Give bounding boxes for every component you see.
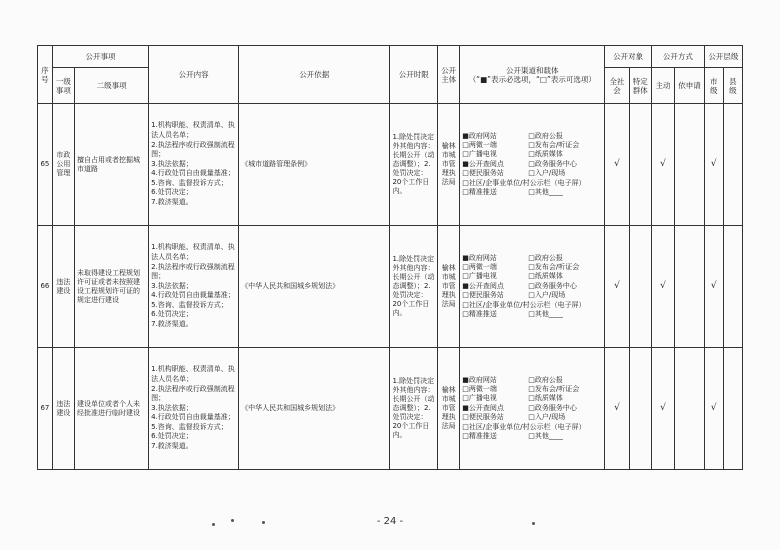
content-line: 3.执法依据；	[151, 159, 193, 168]
cell-method-apply	[675, 348, 705, 470]
cell-layer-county	[723, 348, 742, 470]
channel-checkbox-icon: □	[528, 131, 535, 140]
channel-option	[528, 385, 602, 394]
channel-option	[528, 141, 602, 150]
channel-option	[528, 254, 602, 263]
channel-checkbox-icon: □	[528, 413, 535, 422]
channel-checkbox-icon: □	[462, 169, 469, 178]
content-line: 4.行政处罚自由裁量基准；	[151, 413, 235, 422]
channel-checkbox-icon: □	[462, 140, 469, 149]
channel-checkbox-icon: □	[528, 384, 535, 393]
channel-checkbox-icon: □	[528, 140, 535, 149]
cell-level1: 市政公用管理	[52, 104, 74, 226]
cell-basis: 《中华人民共和国城乡规划法》	[239, 348, 390, 470]
cell-method-active: √	[651, 104, 674, 226]
channel-option	[462, 310, 526, 319]
channel-checkbox-icon: ■	[462, 403, 469, 412]
cell-target-all: √	[605, 104, 629, 226]
channel-label: 政府公报	[534, 131, 563, 140]
channel-option-long: □社区/企事业单位/村公示栏（电子屏）	[462, 422, 586, 431]
channel-option	[462, 291, 526, 300]
cell-subject: 榆林市城市管理执法局	[438, 226, 460, 348]
channel-label: 其他____	[534, 310, 563, 319]
channel-option	[528, 432, 602, 441]
channel-label: 两微一端	[468, 140, 497, 149]
channel-option	[528, 291, 602, 300]
cell-content	[149, 348, 239, 470]
cell-period: 1.除处罚决定外其他内容：长期公开（动态调整）；2.处罚决定：20个工作日内。	[390, 348, 438, 470]
channel-checkbox-icon: □	[462, 272, 469, 281]
channel-option	[462, 394, 526, 403]
cell-target-group	[629, 226, 651, 348]
scan-speck	[212, 523, 215, 526]
cell-layer-city: √	[704, 348, 723, 470]
channel-label: 其他____	[534, 188, 563, 197]
channel-option	[528, 150, 602, 159]
cell-subject: 榆林市城市管理执法局	[438, 348, 460, 470]
channel-checkbox-icon: □	[528, 291, 535, 300]
content-line: 6.处罚决定；	[151, 432, 193, 441]
channel-checkbox-icon: ■	[462, 253, 469, 262]
channel-checkbox-icon: □	[462, 262, 469, 271]
channel-checkbox-icon: ■	[462, 131, 469, 140]
channel-option	[462, 432, 526, 441]
channel-option	[462, 376, 526, 385]
content-line: 6.处罚决定；	[151, 310, 193, 319]
content-line: 3.执法依据；	[151, 281, 193, 290]
table-row	[38, 226, 743, 348]
content-line: 4.行政处罚自由裁量基准；	[151, 169, 235, 178]
channel-option	[528, 413, 602, 422]
content-line: 1.机构职能、权责清单、执法人员名单；	[151, 121, 235, 139]
channel-label: 入户/现场	[534, 169, 566, 178]
header-seq: 序号	[38, 46, 53, 104]
channel-label: 政府网站	[468, 131, 497, 140]
channel-checkbox-icon: □	[462, 384, 469, 393]
channel-label: 便民服务站	[468, 413, 504, 422]
channel-option	[528, 282, 602, 291]
cell-layer-city: √	[704, 104, 723, 226]
channel-label: 入户/现场	[534, 291, 566, 300]
scan-speck	[231, 519, 234, 522]
header-method-active: 主动	[651, 68, 674, 104]
channel-checkbox-icon: □	[462, 394, 469, 403]
channel-option	[528, 376, 602, 385]
channel-label: 广播电视	[468, 272, 497, 281]
channel-checkbox-icon: □	[528, 188, 535, 197]
channel-label: 精准推送	[468, 432, 497, 441]
cell-method-active: √	[651, 226, 674, 348]
channel-label: 纸质媒体	[534, 394, 563, 403]
channel-label: 政府公报	[534, 253, 563, 262]
channel-option	[462, 150, 526, 159]
header-target-group: 特定群体	[629, 68, 651, 104]
channel-label: 广播电视	[468, 394, 497, 403]
channel-checkbox-icon: □	[528, 375, 535, 384]
cell-method-apply	[675, 104, 705, 226]
content-line: 5.咨询、监督投诉方式；	[151, 300, 228, 309]
channel-label: 公开查阅点	[468, 403, 504, 412]
channel-label: 精准推送	[468, 310, 497, 319]
cell-level1: 违法建设	[52, 348, 74, 470]
cell-subject: 榆林市城市管理执法局	[438, 104, 460, 226]
content-line: 5.咨询、监督投诉方式；	[151, 178, 228, 187]
channel-checkbox-icon: ■	[462, 281, 469, 290]
channel-label: 便民服务站	[468, 291, 504, 300]
channel-option	[528, 394, 602, 403]
header-layer-county: 县级	[723, 68, 742, 104]
channel-option	[528, 188, 602, 197]
channel-option	[528, 132, 602, 141]
table-row	[38, 104, 743, 226]
content-line: 3.执法依据；	[151, 403, 193, 412]
header-target: 公开对象	[605, 46, 652, 68]
channel-label: 公开查阅点	[468, 159, 504, 168]
channel-option	[462, 263, 526, 272]
channel-checkbox-icon: □	[528, 262, 535, 271]
channel-option	[462, 404, 526, 413]
channel-label: 其他____	[534, 432, 563, 441]
channel-checkbox-icon: ■	[462, 375, 469, 384]
channel-grid	[462, 254, 602, 320]
header-layer-city: 市级	[704, 68, 723, 104]
content-line: 7.救济渠道。	[151, 320, 193, 329]
content-line: 1.机构职能、权责清单、执法人员名单；	[151, 365, 235, 383]
page-number: - 24 -	[376, 516, 404, 527]
cell-target-group	[629, 104, 651, 226]
channel-option	[462, 282, 526, 291]
channel-label: 广播电视	[468, 150, 497, 159]
channel-option	[528, 263, 602, 272]
channel-option-long: □社区/企事业单位/村公示栏（电子屏）	[462, 178, 586, 187]
header-channel	[460, 46, 605, 104]
channel-option	[528, 404, 602, 413]
channel-grid	[462, 132, 602, 198]
content-line: 7.救济渠道。	[151, 198, 193, 207]
header-content: 公开内容	[149, 46, 239, 104]
cell-basis: 《城市道路管理条例》	[239, 104, 390, 226]
cell-channels	[460, 348, 605, 470]
cell-channels	[460, 104, 605, 226]
channel-checkbox-icon: □	[462, 413, 469, 422]
content-line: 5.咨询、监督投诉方式；	[151, 422, 228, 431]
channel-checkbox-icon: □	[528, 150, 535, 159]
channel-option-long: □社区/企事业单位/村公示栏（电子屏）	[462, 300, 586, 309]
channel-checkbox-icon: □	[528, 253, 535, 262]
channel-checkbox-icon: □	[462, 150, 469, 159]
cell-seq: 67	[38, 348, 53, 470]
header-target-all: 全社会	[605, 68, 629, 104]
channel-label: 政府网站	[468, 253, 497, 262]
channel-option	[528, 160, 602, 169]
channel-label: 入户/现场	[534, 413, 566, 422]
cell-seq: 65	[38, 104, 53, 226]
channel-checkbox-icon: □	[528, 169, 535, 178]
header-method: 公开方式	[651, 46, 704, 68]
cell-target-group	[629, 348, 651, 470]
cell-method-apply	[675, 226, 705, 348]
header-channel-title: 公开渠道和载体	[506, 65, 559, 75]
channel-option	[462, 141, 526, 150]
scan-speck	[532, 522, 535, 525]
channel-checkbox-icon: □	[528, 281, 535, 290]
channel-option	[528, 272, 602, 281]
header-level2: 二级事项	[75, 68, 149, 104]
cell-basis: 《中华人民共和国城乡规划法》	[239, 226, 390, 348]
channel-checkbox-icon: □	[528, 403, 535, 412]
channel-option	[462, 272, 526, 281]
cell-channels	[460, 226, 605, 348]
cell-level2: 擅自占用或者挖掘城市道路	[75, 104, 149, 226]
channel-option	[462, 169, 526, 178]
channel-checkbox-icon: □	[462, 432, 469, 441]
channel-option	[462, 160, 526, 169]
cell-content	[149, 104, 239, 226]
channel-label: 政务服务中心	[534, 281, 577, 290]
channel-grid	[462, 376, 602, 442]
channel-option	[462, 385, 526, 394]
header-channel-note: （“■”表示必选项，“□”表示可选项）	[468, 74, 596, 84]
content-line: 2.执法程序或行政强制流程图；	[151, 262, 235, 281]
channel-label: 政务服务中心	[534, 159, 577, 168]
content-line: 1.机构职能、权责清单、执法人员名单；	[151, 243, 235, 261]
channel-checkbox-icon: □	[462, 291, 469, 300]
cell-seq: 66	[38, 226, 53, 348]
channel-label: 发布会/听证会	[534, 140, 580, 149]
cell-layer-city: √	[704, 226, 723, 348]
channel-checkbox-icon: ■	[462, 159, 469, 168]
cell-layer-county	[723, 226, 742, 348]
channel-checkbox-icon: □	[528, 272, 535, 281]
cell-level2: 建设单位或者个人未经批准进行临时建设	[75, 348, 149, 470]
channel-label: 两微一端	[468, 262, 497, 271]
channel-label: 两微一端	[468, 384, 497, 393]
channel-label: 纸质媒体	[534, 272, 563, 281]
cell-layer-county	[723, 104, 742, 226]
header-layer: 公开层级	[704, 46, 742, 68]
channel-option	[462, 132, 526, 141]
scan-speck	[262, 521, 265, 524]
channel-checkbox-icon: □	[462, 188, 469, 197]
channel-option	[462, 188, 526, 197]
channel-option	[462, 254, 526, 263]
channel-label: 政府公报	[534, 375, 563, 384]
cell-target-all: √	[605, 348, 629, 470]
content-line: 4.行政处罚自由裁量基准；	[151, 291, 235, 300]
cell-method-active: √	[651, 348, 674, 470]
cell-period: 1.除处罚决定外其他内容：长期公开（动态调整）；2.处罚决定：20个工作日内。	[390, 226, 438, 348]
channel-label: 发布会/听证会	[534, 262, 580, 271]
channel-label: 便民服务站	[468, 169, 504, 178]
header-method-apply: 依申请	[675, 68, 705, 104]
channel-checkbox-icon: □	[462, 310, 469, 319]
channel-label: 发布会/听证会	[534, 384, 580, 393]
header-level1: 一级事项	[52, 68, 74, 104]
channel-option	[528, 169, 602, 178]
channel-label: 精准推送	[468, 188, 497, 197]
channel-option	[462, 413, 526, 422]
channel-label: 公开查阅点	[468, 281, 504, 290]
channel-label: 纸质媒体	[534, 150, 563, 159]
cell-level2: 未取得建设工程规划许可证或者未按照建设工程规划许可证的规定进行建设	[75, 226, 149, 348]
channel-label: 政务服务中心	[534, 403, 577, 412]
header-period: 公开时限	[390, 46, 438, 104]
channel-label: 政府网站	[468, 375, 497, 384]
channel-checkbox-icon: □	[528, 310, 535, 319]
cell-content	[149, 226, 239, 348]
header-basis: 公开依据	[239, 46, 390, 104]
disclosure-table	[37, 45, 743, 470]
table-row	[38, 348, 743, 470]
content-line: 2.执法程序或行政强制流程图；	[151, 140, 235, 159]
cell-level1: 违法建设	[52, 226, 74, 348]
content-line: 6.处罚决定；	[151, 188, 193, 197]
channel-checkbox-icon: □	[528, 432, 535, 441]
header-matter: 公开事项	[52, 46, 148, 68]
channel-checkbox-icon: □	[528, 159, 535, 168]
content-line: 2.执法程序或行政强制流程图；	[151, 384, 235, 403]
channel-checkbox-icon: □	[528, 394, 535, 403]
channel-option	[528, 310, 602, 319]
cell-period: 1.除处罚决定外其他内容：长期公开（动态调整）；2.处罚决定：20个工作日内。	[390, 104, 438, 226]
cell-target-all: √	[605, 226, 629, 348]
header-subject: 公开主体	[438, 46, 460, 104]
content-line: 7.救济渠道。	[151, 442, 193, 451]
